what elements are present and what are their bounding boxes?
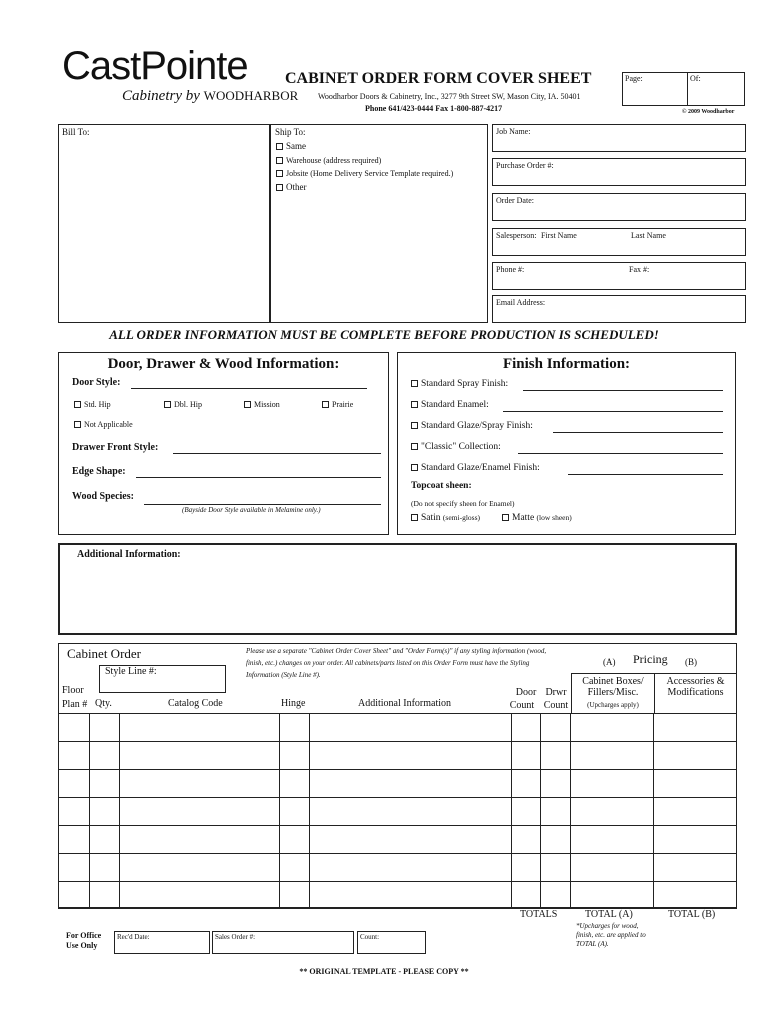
col-qty-header: Qty.	[95, 698, 112, 709]
table-row[interactable]	[59, 854, 737, 882]
col-door-count-header: Door Count	[509, 687, 537, 711]
finish-spray-option[interactable]: Standard Spray Finish:	[411, 379, 508, 389]
finish-glaze-spray-input[interactable]	[553, 432, 723, 433]
sales-order-field[interactable]: Sales Order #:	[212, 931, 354, 954]
style-line-field[interactable]: Style Line #:	[99, 665, 226, 693]
checkbox-icon	[276, 184, 283, 191]
finish-enamel-option[interactable]: Standard Enamel:	[411, 400, 489, 410]
checkbox-icon	[322, 401, 329, 408]
brand-logo	[62, 44, 299, 124]
page-number-field[interactable]: Page:	[622, 72, 688, 106]
table-row[interactable]	[59, 882, 737, 909]
checkbox-icon	[502, 514, 509, 521]
purchase-order-field[interactable]: Purchase Order #:	[492, 158, 746, 186]
salesperson-field[interactable]: Salesperson: First Name Last Name	[492, 228, 746, 256]
style-not-applicable-option[interactable]: Not Applicable	[74, 420, 133, 429]
order-date-field[interactable]: Order Date:	[492, 193, 746, 221]
table-row[interactable]	[59, 798, 737, 826]
upcharge-note: *Upcharges for wood, finish, etc. are applied to TOTAL (A).	[576, 922, 646, 948]
ship-to-jobsite-option[interactable]: Jobsite (Home Delivery Service Template required.)	[276, 167, 453, 181]
drawer-front-input[interactable]	[173, 453, 381, 454]
col-accessories-header: Accessories & Modifications	[654, 673, 737, 714]
checkbox-icon	[276, 143, 283, 150]
finish-glaze-enamel-option[interactable]: Standard Glaze/Enamel Finish:	[411, 463, 540, 473]
checkbox-icon	[411, 380, 418, 387]
ship-to-same-option[interactable]: Same	[276, 140, 453, 154]
finish-spray-input[interactable]	[523, 390, 723, 391]
col-boxes-header: Cabinet Boxes/ Fillers/Misc. (Upcharges apply)	[571, 673, 655, 714]
logo-tagline-by: by	[185, 88, 200, 104]
total-a-label: TOTAL (A)	[585, 909, 633, 920]
col-hinge-header: Hinge	[281, 698, 306, 709]
cabinet-order-grid	[58, 713, 737, 909]
table-row[interactable]	[59, 826, 737, 854]
wood-species-input[interactable]	[144, 504, 381, 505]
col-addl-header: Additional Information	[358, 698, 452, 709]
page-of-field[interactable]: Of:	[687, 72, 745, 106]
finish-classic-option[interactable]: "Classic" Collection:	[411, 442, 501, 452]
checkbox-icon	[244, 401, 251, 408]
style-mission-option[interactable]: Mission	[244, 400, 280, 409]
ship-to-field[interactable]: Ship To: Same Warehouse (address required) Jobsite (Home Delivery Service Template required.) Other	[270, 124, 488, 323]
finish-glaze-spray-option[interactable]: Standard Glaze/Spray Finish:	[411, 421, 533, 431]
checkbox-icon	[411, 443, 418, 450]
total-b-label: TOTAL (B)	[668, 909, 716, 920]
checkbox-icon	[411, 514, 418, 521]
pricing-label: Pricing	[633, 652, 668, 666]
checkbox-icon	[74, 421, 81, 428]
brand-name: CastPointe	[62, 44, 248, 88]
style-std-hip-option[interactable]: Std. Hip	[74, 400, 111, 409]
ship-to-other-option[interactable]: Other	[276, 181, 453, 195]
job-name-field[interactable]: Job Name:	[492, 124, 746, 152]
checkbox-icon	[74, 401, 81, 408]
logo-tagline-prefix: Cabinetry	[122, 88, 182, 104]
form-title: CABINET ORDER FORM COVER SHEET	[285, 70, 592, 87]
office-use-label: For Office Use Only	[66, 931, 102, 950]
style-dbl-hip-option[interactable]: Dbl. Hip	[164, 400, 202, 409]
checkbox-icon	[164, 401, 171, 408]
door-style-input[interactable]	[131, 388, 367, 389]
col-drwr-count-header: Drwr Count	[543, 687, 569, 711]
finish-enamel-input[interactable]	[503, 411, 723, 412]
company-contact: Phone 641/423-0444 Fax 1-800-887-4217	[365, 104, 503, 113]
topcoat-satin-option[interactable]: Satin (semi-gloss)	[411, 513, 480, 523]
topcoat-note: (Do not specify sheen for Enamel)	[411, 499, 515, 508]
email-field[interactable]: Email Address:	[492, 295, 746, 323]
ship-to-warehouse-option[interactable]: Warehouse (address required)	[276, 154, 453, 168]
door-section-title: Door, Drawer & Wood Information:	[107, 356, 340, 372]
cabinet-order-note: Please use a separate "Cabinet Order Cover Sheet" and "Order Form(s)" if any styling information (wood, finish, etc.) changes on your order. All cabinets/parts listed on this Order Form must have the Styling Information (Style Line #).	[246, 647, 547, 679]
col-floor-header: Floor Plan #	[62, 685, 88, 710]
checkbox-icon	[276, 170, 283, 177]
logo-tagline-company: WOODHARBOR	[203, 88, 299, 103]
copyright: © 2009 Woodharbor	[682, 109, 735, 115]
cabinet-order-title: Cabinet Order	[67, 646, 142, 661]
checkbox-icon	[411, 422, 418, 429]
edge-shape-input[interactable]	[136, 477, 381, 478]
col-catalog-header: Catalog Code	[168, 698, 223, 709]
door-drawer-section: Door, Drawer & Wood Information: Door Style: Std. Hip Dbl. Hip Mission Prairie Not Applicable Drawer Front Style: Edge Shape: Wood Species: (Bayside Door Style available in Melamine only.)	[58, 352, 389, 535]
recd-date-field[interactable]: Rec'd Date:	[114, 931, 210, 954]
additional-info-field[interactable]: Additional Information:	[58, 543, 737, 635]
style-prairie-option[interactable]: Prairie	[322, 400, 353, 409]
company-address: Woodharbor Doors & Cabinetry, Inc., 3277 9th Street SW, Mason City, IA. 50401	[318, 92, 581, 101]
finish-section-title: Finish Information:	[502, 356, 631, 372]
checkbox-icon	[276, 157, 283, 164]
finish-glaze-enamel-input[interactable]	[568, 474, 723, 475]
footer-note: ** ORIGINAL TEMPLATE - PLEASE COPY **	[299, 967, 469, 976]
table-row[interactable]	[59, 714, 737, 742]
topcoat-matte-option[interactable]: Matte (low sheen)	[502, 513, 572, 523]
bill-to-field[interactable]: Bill To:	[58, 124, 270, 323]
table-row[interactable]	[59, 770, 737, 798]
checkbox-icon	[411, 401, 418, 408]
bayside-note: (Bayside Door Style available in Melamine only.)	[182, 506, 321, 514]
order-notice: ALL ORDER INFORMATION MUST BE COMPLETE BEFORE PRODUCTION IS SCHEDULED!	[109, 327, 659, 342]
checkbox-icon	[411, 464, 418, 471]
table-row[interactable]	[59, 742, 737, 770]
finish-section: Finish Information: Standard Spray Finish: Standard Enamel: Standard Glaze/Spray Finish: "Classic" Collection: Standard Glaze/Enamel Finish: Topcoat sheen: (Do not specify sheen for Enamel) Satin (semi-gloss) Matte (low sheen)	[397, 352, 736, 535]
totals-label: TOTALS	[520, 909, 558, 920]
finish-classic-input[interactable]	[518, 453, 723, 454]
phone-fax-field[interactable]: Phone #: Fax #:	[492, 262, 746, 290]
count-field[interactable]: Count:	[357, 931, 426, 954]
